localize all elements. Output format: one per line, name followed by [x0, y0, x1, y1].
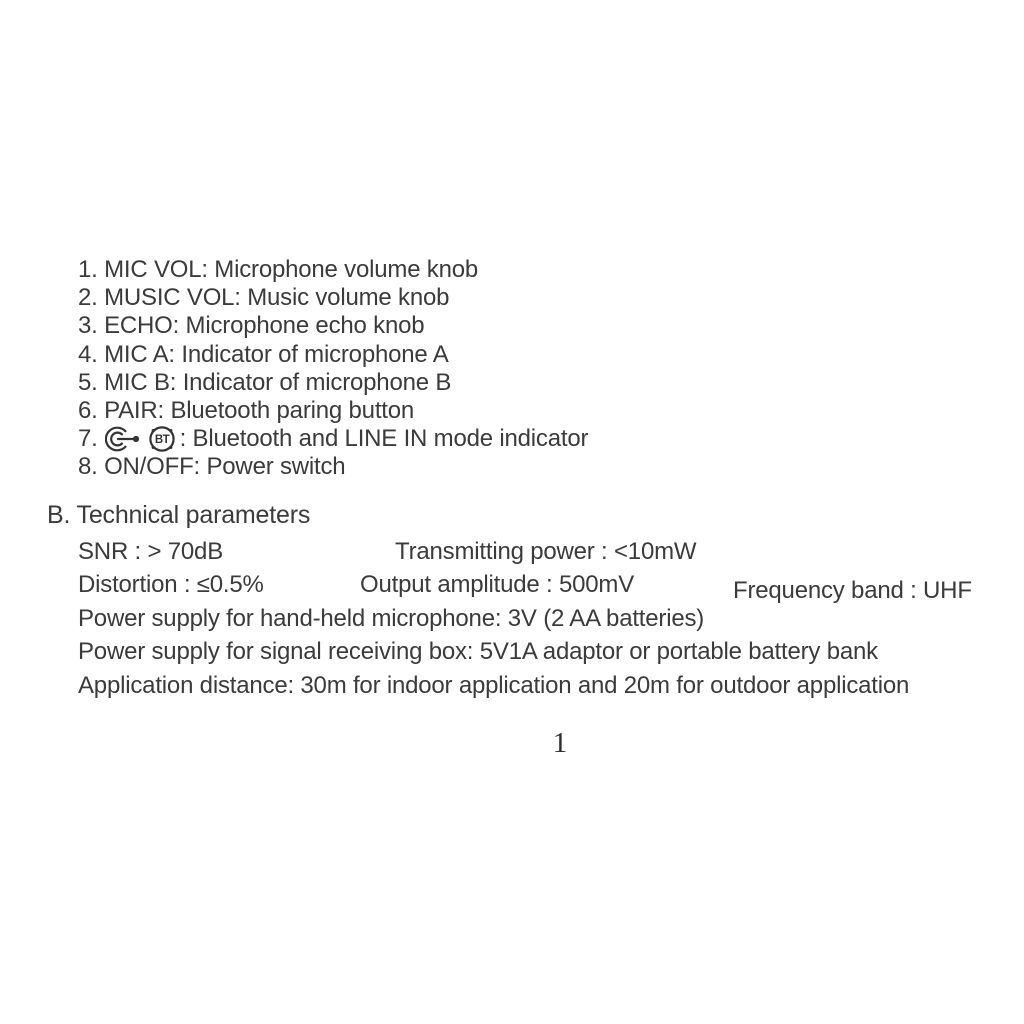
- controls-list: [78, 256, 588, 482]
- list-item-music-vol: 2. MUSIC VOL: Music volume knob: [78, 284, 450, 312]
- signal-waves-icon: [105, 424, 141, 454]
- page-number: 1: [552, 727, 568, 759]
- param-power-supply-receiver: Power supply for signal receiving box: 5V1A adaptor or portable battery bank: [78, 638, 878, 665]
- param-snr: SNR : > 70dB: [78, 538, 224, 565]
- list-item-mic-a: 4. MIC A: Indicator of microphone A: [78, 340, 449, 368]
- bt-circle-icon: [146, 424, 179, 454]
- param-application-distance: Application distance: 30m for indoor application and 20m for outdoor application: [78, 672, 910, 699]
- param-output-amplitude: Output amplitude : 500mV: [360, 571, 635, 598]
- list-item-mic-vol: 1. MIC VOL: Microphone volume knob: [78, 256, 479, 283]
- item-text: : Bluetooth and LINE IN mode indicator: [179, 425, 589, 453]
- param-distortion: Distortion : ≤0.5%: [78, 571, 264, 598]
- param-frequency-band: Frequency band : UHF: [733, 577, 972, 604]
- item-number: 7.: [78, 425, 98, 453]
- list-item-echo: 3. ECHO: Microphone echo knob: [78, 312, 425, 340]
- list-item-mic-b: 5. MIC B: Indicator of microphone B: [78, 368, 452, 396]
- list-item-mode-indicator: [78, 425, 588, 453]
- section-heading: B. Technical parameters: [47, 501, 311, 529]
- list-item-pair: 6. PAIR: Bluetooth paring button: [78, 396, 415, 424]
- param-transmitting-power: Transmitting power : <10mW: [395, 538, 697, 565]
- param-power-supply-microphone: Power supply for hand-held microphone: 3V (2 AA batteries): [78, 605, 705, 632]
- list-item-on-off: 8. ON/OFF: Power switch: [78, 453, 346, 481]
- bt-icon-label: BT: [154, 434, 169, 447]
